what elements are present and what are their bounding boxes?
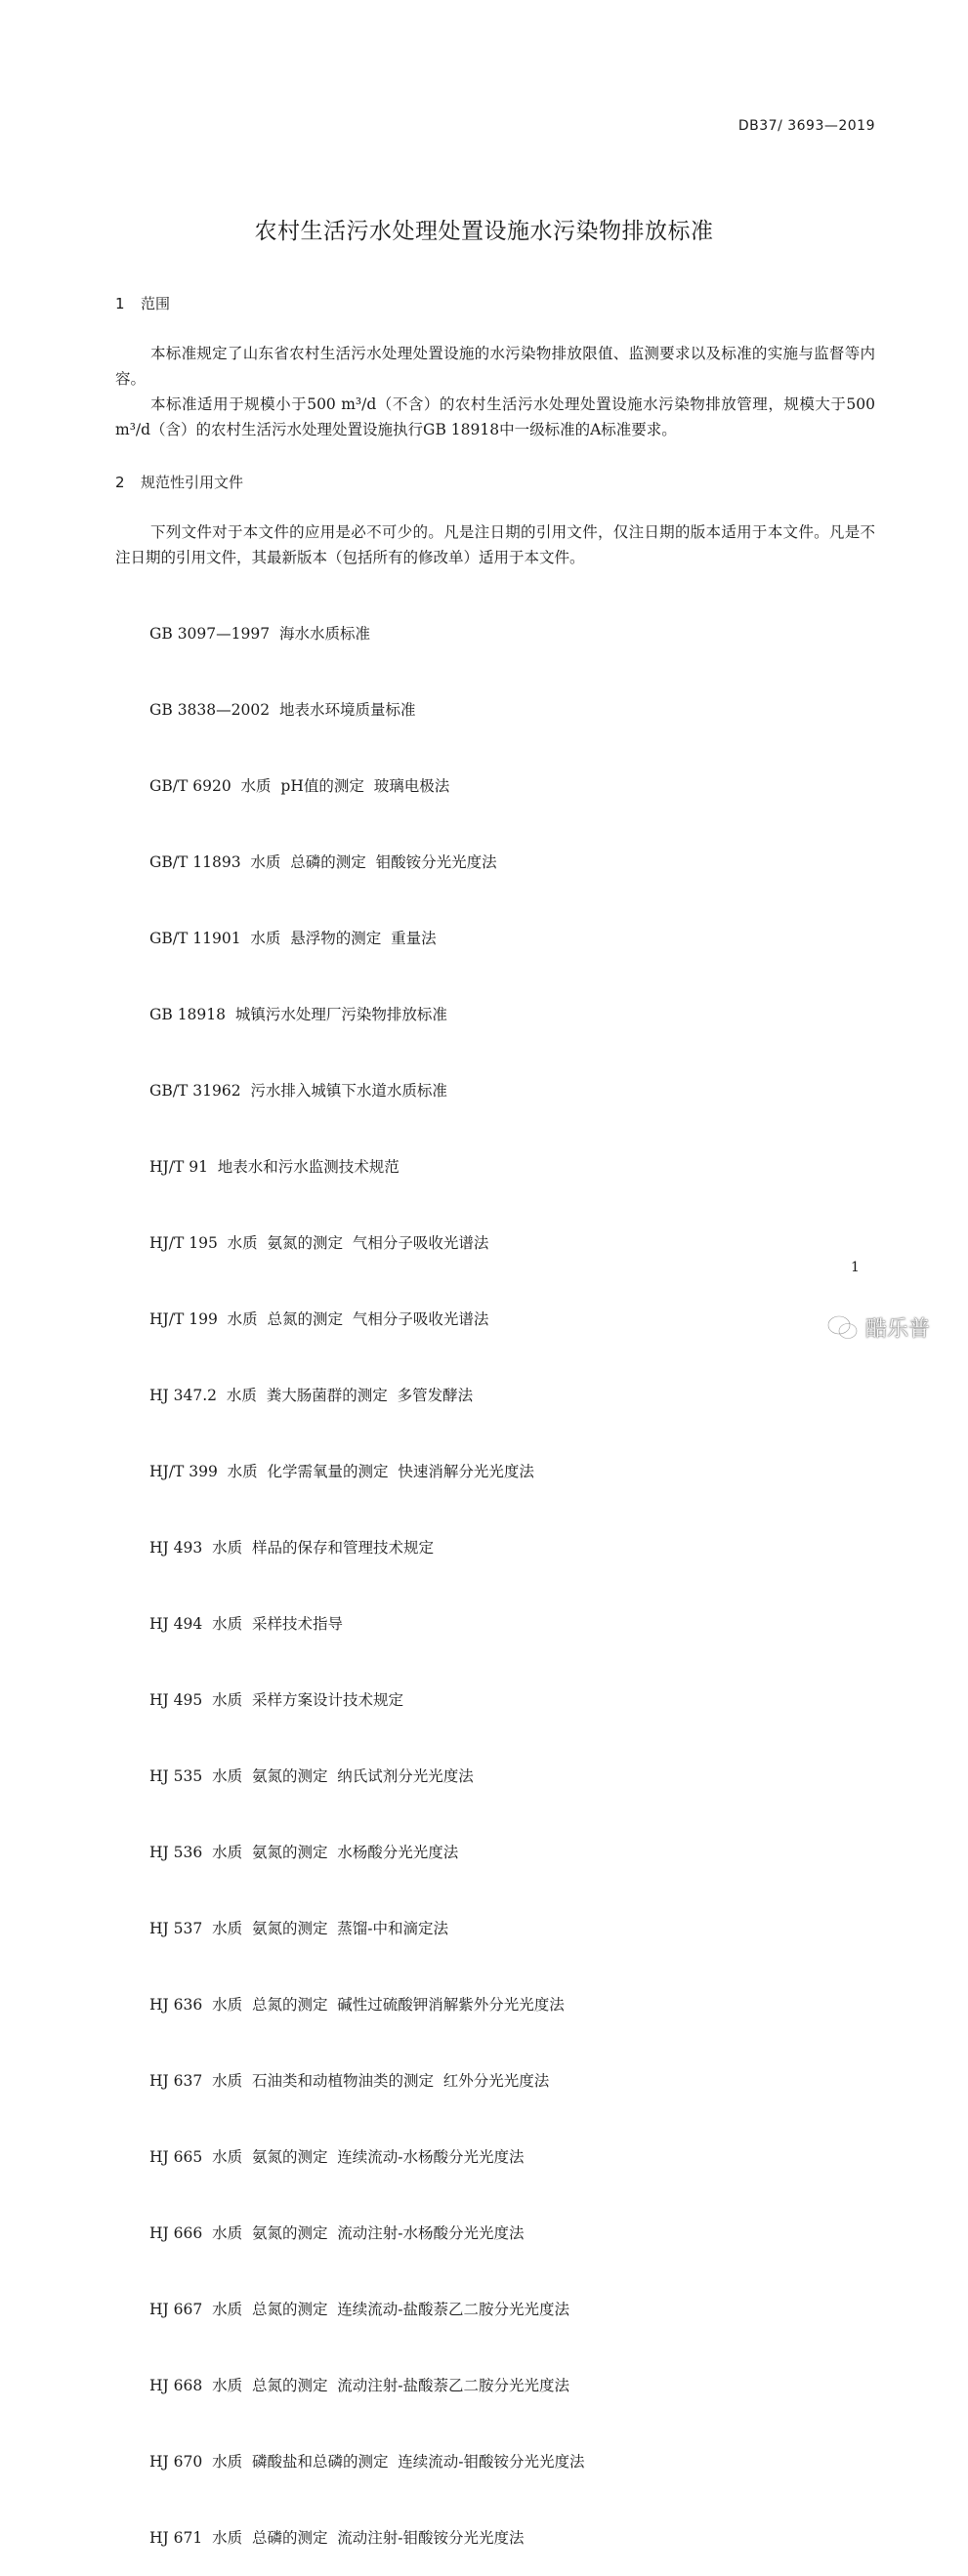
section-2-body (115, 519, 875, 570)
paragraph: 本标准规定了山东省农村生活污水处理处置设施的水污染物排放限值、监测要求以及标准的实施与监督等内容。 (115, 345, 875, 388)
section-title: 规范性引用文件 (141, 474, 244, 491)
reference-item: HJ 671 水质 总磷的测定 流动注射-钼酸铵分光光度法 (149, 2529, 525, 2547)
section-1-heading (115, 293, 170, 313)
reference-item: HJ 665 水质 氨氮的测定 连续流动-水杨酸分光光度法 (149, 2148, 525, 2166)
reference-item: HJ 666 水质 氨氮的测定 流动注射-水杨酸分光光度法 (149, 2224, 525, 2242)
reference-list (149, 570, 585, 2576)
document-title: 农村生活污水处理处置设施水污染物排放标准 (254, 219, 714, 244)
reference-item: HJ 347.2 水质 粪大肠菌群的测定 多管发酵法 (149, 1387, 474, 1404)
reference-item: HJ/T 399 水质 化学需氧量的测定 快速消解分光光度法 (149, 1463, 534, 1480)
section-2-heading (115, 472, 243, 492)
reference-item: GB 18918 城镇污水处理厂污染物排放标准 (149, 1006, 447, 1023)
reference-item: HJ 495 水质 采样方案设计技术规定 (149, 1691, 403, 1709)
reference-item: HJ 537 水质 氨氮的测定 蒸馏-中和滴定法 (149, 1920, 449, 1937)
section-number: 2 (115, 474, 125, 491)
reference-item: GB/T 11893 水质 总磷的测定 钼酸铵分光光度法 (149, 853, 497, 871)
watermark (826, 1312, 930, 1343)
reference-item: HJ 493 水质 样品的保存和管理技术规定 (149, 1539, 434, 1557)
wechat-icon (826, 1313, 860, 1343)
reference-item: HJ/T 199 水质 总氮的测定 气相分子吸收光谱法 (149, 1310, 489, 1328)
reference-item: GB 3838—2002 地表水环境质量标准 (149, 701, 416, 719)
paragraph: 下列文件对于本文件的应用是必不可少的。凡是注日期的引用文件，仅注日期的版本适用于本文件。凡是不注日期的引用文件，其最新版本（包括所有的修改单）适用于本文件。 (115, 523, 875, 566)
reference-item: GB 3097—1997 海水水质标准 (149, 625, 370, 643)
section-number: 1 (115, 295, 125, 312)
paragraph: 本标准适用于规模小于500 m³/d（不含）的农村生活污水处理处置设施水污染物排放管理，规模大于500 m³/d（含）的农村生活污水处理处置设施执行GB 18918中一级标准的A标准要求。 (115, 395, 875, 438)
reference-item: HJ 637 水质 石油类和动植物油类的测定 红外分光光度法 (149, 2072, 550, 2090)
reference-item: HJ 670 水质 磷酸盐和总磷的测定 连续流动-钼酸铵分光光度法 (149, 2453, 585, 2471)
reference-item: HJ 536 水质 氨氮的测定 水杨酸分光光度法 (149, 1844, 459, 1861)
reference-item: HJ 494 水质 采样技术指导 (149, 1615, 343, 1633)
reference-item: GB/T 31962 污水排入城镇下水道水质标准 (149, 1082, 447, 1100)
reference-item: GB/T 6920 水质 pH值的测定 玻璃电极法 (149, 777, 450, 795)
page-number: 1 (851, 1260, 860, 1275)
reference-item: HJ 636 水质 总氮的测定 碱性过硫酸钾消解紫外分光光度法 (149, 1996, 565, 2014)
watermark-text: 酷乐普 (865, 1317, 931, 1342)
section-1-body (115, 341, 875, 442)
reference-item: HJ/T 195 水质 氨氮的测定 气相分子吸收光谱法 (149, 1234, 489, 1252)
reference-item: HJ/T 91 地表水和污水监测技术规范 (149, 1158, 400, 1176)
reference-item: HJ 667 水质 总氮的测定 连续流动-盐酸萘乙二胺分光光度法 (149, 2301, 570, 2318)
section-title: 范围 (141, 295, 171, 312)
reference-item: HJ 668 水质 总氮的测定 流动注射-盐酸萘乙二胺分光光度法 (149, 2377, 570, 2394)
document-code: DB37/ 3693—2019 (737, 118, 875, 134)
reference-item: GB/T 11901 水质 悬浮物的测定 重量法 (149, 930, 437, 947)
reference-item: HJ 535 水质 氨氮的测定 纳氏试剂分光光度法 (149, 1767, 474, 1785)
